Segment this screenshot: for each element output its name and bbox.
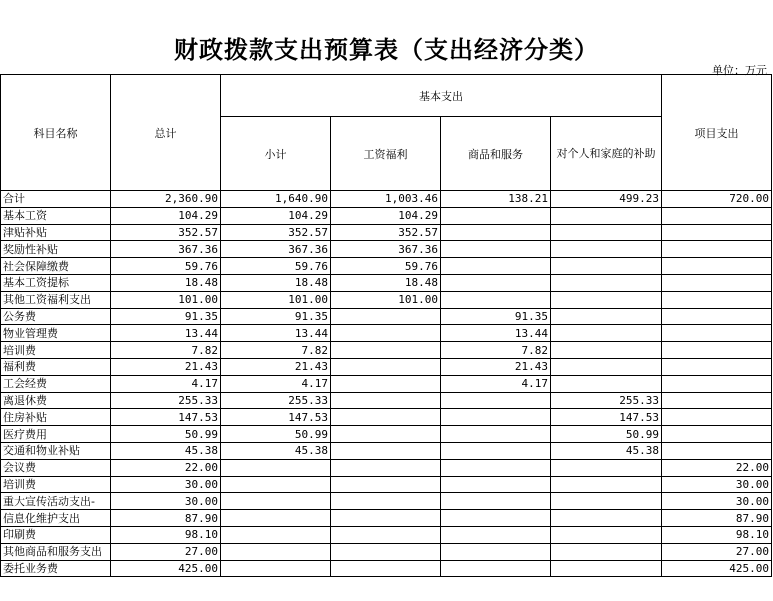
cell-personal: [551, 510, 662, 527]
cell-salary: [331, 392, 441, 409]
cell-project: [662, 308, 772, 325]
cell-name: 公务费: [1, 308, 111, 325]
cell-total: 91.35: [111, 308, 221, 325]
cell-salary: [331, 358, 441, 375]
cell-salary: 104.29: [331, 207, 441, 224]
header-basic: 基本支出: [221, 75, 662, 117]
table-row: [1, 426, 772, 443]
cell-personal: 50.99: [551, 426, 662, 443]
cell-subtotal: 101.00: [221, 291, 331, 308]
cell-subtotal: [221, 459, 331, 476]
cell-personal: [551, 358, 662, 375]
cell-project: [662, 426, 772, 443]
cell-salary: 352.57: [331, 224, 441, 241]
cell-total: 30.00: [111, 476, 221, 493]
cell-subtotal: 13.44: [221, 325, 331, 342]
cell-subtotal: [221, 526, 331, 543]
cell-personal: [551, 375, 662, 392]
table-row: [1, 358, 772, 375]
cell-project: [662, 342, 772, 359]
cell-name: 会议费: [1, 459, 111, 476]
table-row: [1, 308, 772, 325]
unit-label: 单位：万元: [712, 64, 767, 77]
cell-subtotal: 50.99: [221, 426, 331, 443]
cell-subtotal: 1,640.90: [221, 191, 331, 208]
cell-personal: [551, 476, 662, 493]
cell-subtotal: 21.43: [221, 358, 331, 375]
cell-total: 87.90: [111, 510, 221, 527]
cell-salary: [331, 493, 441, 510]
table-row: [1, 241, 772, 258]
cell-goods: [441, 409, 551, 426]
cell-salary: [331, 510, 441, 527]
cell-personal: 147.53: [551, 409, 662, 426]
cell-personal: [551, 224, 662, 241]
cell-personal: [551, 342, 662, 359]
table-row: [1, 493, 772, 510]
cell-total: 21.43: [111, 358, 221, 375]
cell-personal: [551, 526, 662, 543]
cell-name: 社会保障缴费: [1, 258, 111, 275]
cell-subtotal: 147.53: [221, 409, 331, 426]
cell-salary: 59.76: [331, 258, 441, 275]
cell-goods: [441, 426, 551, 443]
cell-name: 印刷费: [1, 526, 111, 543]
cell-project: 720.00: [662, 191, 772, 208]
cell-total: 425.00: [111, 560, 221, 577]
cell-subtotal: 45.38: [221, 442, 331, 459]
header-row-1: [1, 75, 772, 117]
header-goods: 商品和服务: [441, 117, 551, 191]
cell-salary: 18.48: [331, 274, 441, 291]
cell-personal: [551, 560, 662, 577]
cell-personal: 255.33: [551, 392, 662, 409]
cell-goods: 21.43: [441, 358, 551, 375]
cell-goods: [441, 560, 551, 577]
cell-salary: [331, 442, 441, 459]
cell-subtotal: [221, 560, 331, 577]
cell-subtotal: 59.76: [221, 258, 331, 275]
cell-subtotal: 255.33: [221, 392, 331, 409]
cell-goods: [441, 274, 551, 291]
cell-salary: [331, 526, 441, 543]
cell-goods: 4.17: [441, 375, 551, 392]
cell-total: 50.99: [111, 426, 221, 443]
cell-personal: [551, 291, 662, 308]
table-row: [1, 375, 772, 392]
cell-subtotal: 352.57: [221, 224, 331, 241]
cell-project: [662, 258, 772, 275]
cell-project: 27.00: [662, 543, 772, 560]
cell-personal: [551, 308, 662, 325]
header-subject: 科目名称: [1, 75, 111, 191]
cell-project: 87.90: [662, 510, 772, 527]
cell-salary: [331, 308, 441, 325]
cell-total: 27.00: [111, 543, 221, 560]
cell-salary: 1,003.46: [331, 191, 441, 208]
cell-project: 425.00: [662, 560, 772, 577]
cell-salary: [331, 342, 441, 359]
cell-name: 工会经费: [1, 375, 111, 392]
cell-personal: [551, 274, 662, 291]
table-row: [1, 191, 772, 208]
table-row: [1, 560, 772, 577]
cell-total: 352.57: [111, 224, 221, 241]
cell-goods: [441, 291, 551, 308]
table-row: [1, 510, 772, 527]
cell-salary: [331, 409, 441, 426]
cell-goods: [441, 392, 551, 409]
cell-name: 物业管理费: [1, 325, 111, 342]
cell-subtotal: [221, 510, 331, 527]
cell-personal: 499.23: [551, 191, 662, 208]
cell-personal: [551, 459, 662, 476]
cell-total: 18.48: [111, 274, 221, 291]
cell-project: [662, 241, 772, 258]
cell-name: 福利费: [1, 358, 111, 375]
cell-project: [662, 358, 772, 375]
cell-salary: 101.00: [331, 291, 441, 308]
cell-total: 59.76: [111, 258, 221, 275]
table-row: [1, 207, 772, 224]
cell-name: 津贴补贴: [1, 224, 111, 241]
cell-goods: [441, 476, 551, 493]
cell-total: 255.33: [111, 392, 221, 409]
cell-subtotal: 367.36: [221, 241, 331, 258]
cell-personal: [551, 241, 662, 258]
cell-goods: [441, 526, 551, 543]
cell-subtotal: 7.82: [221, 342, 331, 359]
table-row: [1, 342, 772, 359]
cell-goods: [441, 543, 551, 560]
cell-project: [662, 207, 772, 224]
cell-project: [662, 409, 772, 426]
cell-personal: 45.38: [551, 442, 662, 459]
cell-name: 合计: [1, 191, 111, 208]
cell-project: [662, 274, 772, 291]
cell-goods: [441, 442, 551, 459]
cell-project: [662, 291, 772, 308]
cell-salary: 367.36: [331, 241, 441, 258]
cell-name: 医疗费用: [1, 426, 111, 443]
header-personal: 对个人和家庭的补助: [551, 117, 662, 191]
cell-salary: [331, 560, 441, 577]
cell-goods: 7.82: [441, 342, 551, 359]
table-row: [1, 325, 772, 342]
cell-subtotal: [221, 493, 331, 510]
table-row: [1, 476, 772, 493]
header-project: 项目支出: [662, 75, 772, 191]
cell-subtotal: 4.17: [221, 375, 331, 392]
table-row: [1, 543, 772, 560]
budget-table: [0, 74, 772, 577]
cell-total: 45.38: [111, 442, 221, 459]
cell-total: 7.82: [111, 342, 221, 359]
header-subtotal: 小计: [221, 117, 331, 191]
cell-goods: [441, 459, 551, 476]
cell-project: 30.00: [662, 493, 772, 510]
cell-name: 奖励性补贴: [1, 241, 111, 258]
cell-name: 基本工资提标: [1, 274, 111, 291]
cell-project: [662, 442, 772, 459]
cell-salary: [331, 375, 441, 392]
table-row: [1, 526, 772, 543]
table-row: [1, 224, 772, 241]
cell-name: 离退休费: [1, 392, 111, 409]
cell-total: 104.29: [111, 207, 221, 224]
cell-personal: [551, 493, 662, 510]
cell-name: 其他工资福利支出: [1, 291, 111, 308]
cell-salary: [331, 459, 441, 476]
cell-goods: 91.35: [441, 308, 551, 325]
cell-total: 13.44: [111, 325, 221, 342]
cell-subtotal: 18.48: [221, 274, 331, 291]
cell-total: 4.17: [111, 375, 221, 392]
cell-name: 基本工资: [1, 207, 111, 224]
cell-salary: [331, 426, 441, 443]
cell-goods: 13.44: [441, 325, 551, 342]
cell-personal: [551, 207, 662, 224]
table-row: [1, 442, 772, 459]
cell-personal: [551, 258, 662, 275]
cell-personal: [551, 325, 662, 342]
cell-total: 98.10: [111, 526, 221, 543]
cell-project: [662, 375, 772, 392]
cell-salary: [331, 543, 441, 560]
cell-subtotal: 104.29: [221, 207, 331, 224]
table-row: [1, 258, 772, 275]
cell-project: [662, 392, 772, 409]
cell-goods: [441, 207, 551, 224]
cell-name: 培训费: [1, 342, 111, 359]
cell-salary: [331, 476, 441, 493]
cell-project: [662, 224, 772, 241]
cell-goods: 138.21: [441, 191, 551, 208]
cell-name: 委托业务费: [1, 560, 111, 577]
header-salary: 工资福利: [331, 117, 441, 191]
cell-goods: [441, 510, 551, 527]
cell-total: 22.00: [111, 459, 221, 476]
cell-name: 其他商品和服务支出: [1, 543, 111, 560]
cell-project: 30.00: [662, 476, 772, 493]
cell-goods: [441, 493, 551, 510]
table-row: [1, 459, 772, 476]
table-row: [1, 392, 772, 409]
cell-subtotal: [221, 476, 331, 493]
cell-total: 30.00: [111, 493, 221, 510]
cell-project: 98.10: [662, 526, 772, 543]
cell-name: 住房补贴: [1, 409, 111, 426]
cell-name: 信息化维护支出: [1, 510, 111, 527]
page-title: 财政拨款支出预算表（支出经济分类）: [174, 36, 599, 64]
table-row: [1, 291, 772, 308]
cell-personal: [551, 543, 662, 560]
cell-subtotal: 91.35: [221, 308, 331, 325]
cell-name: 交通和物业补贴: [1, 442, 111, 459]
cell-total: 147.53: [111, 409, 221, 426]
cell-goods: [441, 258, 551, 275]
cell-project: 22.00: [662, 459, 772, 476]
cell-subtotal: [221, 543, 331, 560]
cell-name: 重大宣传活动支出-: [1, 493, 111, 510]
cell-total: 2,360.90: [111, 191, 221, 208]
cell-goods: [441, 241, 551, 258]
cell-goods: [441, 224, 551, 241]
cell-total: 101.00: [111, 291, 221, 308]
table-row: [1, 409, 772, 426]
cell-salary: [331, 325, 441, 342]
cell-total: 367.36: [111, 241, 221, 258]
table-row: [1, 274, 772, 291]
header-total: 总计: [111, 75, 221, 191]
cell-name: 培训费: [1, 476, 111, 493]
cell-project: [662, 325, 772, 342]
